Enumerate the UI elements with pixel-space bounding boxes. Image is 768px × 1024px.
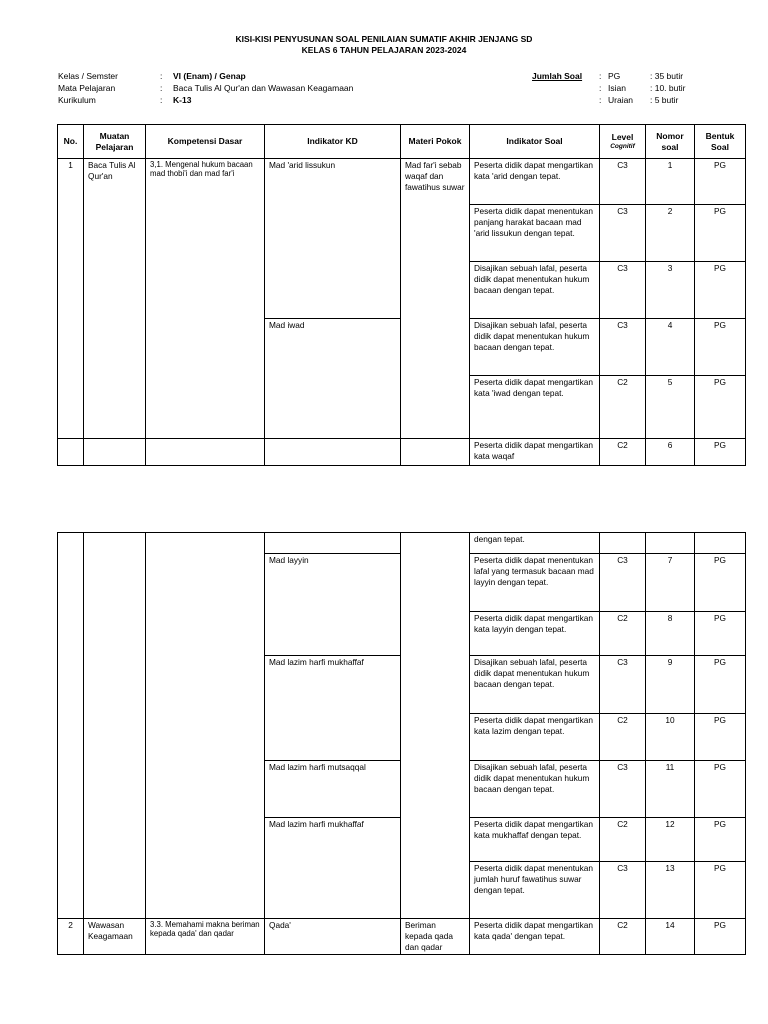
indikator-kd-cell: Mad 'arid lissukun [265, 159, 401, 319]
indikator-soal-cell: Disajikan sebuah lafal, peserta didik dapat menentukan hukum bacaan dengan tepat. [470, 656, 600, 714]
bentuk-cell: PG [695, 612, 746, 656]
pg-label: PG [608, 71, 621, 81]
nomor-cell: 9 [646, 656, 695, 714]
col-no: No. [58, 125, 84, 159]
meta-values [173, 70, 353, 106]
indikator-kd-cell: Mad lazim harfi mutsaqqal [265, 761, 401, 818]
indikator-soal-cell: Peserta didik dapat mengartikan kata lazim dengan tepat. [470, 714, 600, 761]
nomor-cell: 13 [646, 862, 695, 919]
bentuk-cell: PG [695, 319, 746, 376]
empty-cell [84, 533, 146, 919]
level-cell: C3 [600, 862, 646, 919]
mapel-label: Mata Pelajaran [58, 83, 116, 93]
colon: : [160, 95, 163, 105]
level-cell: C3 [600, 656, 646, 714]
nomor-cell: 3 [646, 262, 695, 319]
empty-cell [695, 533, 746, 554]
indikator-soal-cell: Peserta didik dapat mengartikan kata layyin dengan tepat. [470, 612, 600, 656]
meta-colons [160, 70, 162, 106]
col-materi: Materi Pokok [401, 125, 470, 159]
level-cell: C3 [600, 262, 646, 319]
kelas-label: Kelas / Semster [58, 71, 118, 81]
level-cell: C3 [600, 761, 646, 818]
col-indikator-kd: Indikator KD [265, 125, 401, 159]
level-cell: C2 [600, 919, 646, 955]
nomor-cell: 6 [646, 439, 695, 466]
table-row [58, 533, 746, 554]
level-cell: C2 [600, 714, 646, 761]
bentuk-cell: PG [695, 818, 746, 862]
bentuk-cell: PG [695, 714, 746, 761]
indikator-kd-cell: Mad iwad [265, 319, 401, 439]
bentuk-cell: PG [695, 761, 746, 818]
muatan-cell: Baca Tulis Al Qur'an [84, 159, 146, 439]
document-subtitle: KELAS 6 TAHUN PELAJARAN 2023-2024 [301, 45, 467, 55]
nomor-cell: 2 [646, 205, 695, 262]
level-cell: C3 [600, 159, 646, 205]
level-cell: C2 [600, 439, 646, 466]
kisi-kisi-table-page1 [57, 124, 746, 466]
level-cell: C3 [600, 205, 646, 262]
nomor-cell: 10 [646, 714, 695, 761]
nomor-cell: 7 [646, 554, 695, 612]
empty-cell [401, 533, 470, 919]
uraian-label: Uraian [608, 95, 634, 105]
table-header-row [58, 125, 746, 159]
jumlah-types [608, 70, 633, 106]
row-number: 2 [58, 919, 84, 955]
empty-cell [58, 439, 84, 466]
empty-cell [146, 439, 265, 466]
bentuk-cell: PG [695, 205, 746, 262]
col-indikator-soal: Indikator Soal [470, 125, 600, 159]
bentuk-cell: PG [695, 159, 746, 205]
table-row [58, 439, 746, 466]
indikator-soal-continuation: dengan tepat. [470, 533, 600, 554]
nomor-cell: 1 [646, 159, 695, 205]
nomor-cell: 4 [646, 319, 695, 376]
indikator-soal-cell: Peserta didik dapat mengartikan kata qada' dengan tepat. [470, 919, 600, 955]
level-sublabel: Cognitif [610, 143, 635, 150]
row-number: 1 [58, 159, 84, 439]
empty-cell [646, 533, 695, 554]
nomor-cell: 12 [646, 818, 695, 862]
materi-cell: Beriman kepada qada dan qadar [401, 919, 470, 955]
kisi-kisi-table-page2 [57, 532, 746, 955]
kurikulum-label: Kurikulum [58, 95, 96, 105]
empty-cell [600, 533, 646, 554]
pg-value: : 35 butir [650, 71, 684, 81]
nomor-cell: 14 [646, 919, 695, 955]
indikator-soal-cell: Peserta didik dapat menentukan jumlah huruf fawatihus suwar dengan tepat. [470, 862, 600, 919]
bentuk-cell: PG [695, 862, 746, 919]
table-row [58, 159, 746, 205]
jumlah-colons: : : : [599, 71, 602, 105]
empty-cell [265, 439, 401, 466]
bentuk-cell: PG [695, 554, 746, 612]
bentuk-cell: PG [695, 919, 746, 955]
indikator-soal-cell: Peserta didik dapat mengartikan kata 'arid dengan tepat. [470, 159, 600, 205]
level-cell: C2 [600, 818, 646, 862]
col-level: Level Cognitif [600, 125, 646, 159]
col-nomor: Nomor soal [646, 125, 695, 159]
col-bentuk: Bentuk Soal [695, 125, 746, 159]
mapel-value: Baca Tulis Al Qur'an dan Wawasan Keagamaan [173, 83, 354, 93]
bentuk-cell: PG [695, 376, 746, 439]
colon: : [160, 71, 163, 81]
indikator-kd-cell: Mad layyin [265, 554, 401, 656]
kd-cell: 3.3. Memahami makna beriman kepada qada' dan qadar [146, 919, 265, 955]
muatan-cell: Wawasan Keagamaan [84, 919, 146, 955]
empty-cell [146, 533, 265, 919]
nomor-cell: 11 [646, 761, 695, 818]
isian-label: Isian [608, 83, 626, 93]
kd-cell: 3,1. Mengenal hukum bacaan mad thobi'i dan mad far'i [146, 159, 265, 439]
indikator-soal-cell: Disajikan sebuah lafal, peserta didik dapat menentukan hukum bacaan dengan tepat. [470, 761, 600, 818]
colon: : [160, 83, 163, 93]
empty-cell [58, 533, 84, 919]
level-cell: C3 [600, 319, 646, 376]
level-cell: C2 [600, 612, 646, 656]
jumlah-soal-label: Jumlah Soal [532, 71, 583, 81]
bentuk-cell: PG [695, 439, 746, 466]
indikator-kd-cell: Mad lazim harfi mukhaffaf [265, 818, 401, 919]
empty-cell [401, 439, 470, 466]
indikator-kd-cell: Qada' [265, 919, 401, 955]
materi-cell: Mad far'i sebab waqaf dan fawatihus suwar [401, 159, 470, 439]
isian-value: : 10. butir [650, 83, 686, 93]
col-kd: Kompetensi Dasar [146, 125, 265, 159]
indikator-soal-cell: Peserta didik dapat mengartikan kata waqaf [470, 439, 600, 466]
kelas-value: VI (Enam) / Genap [173, 71, 246, 81]
bentuk-cell: PG [695, 262, 746, 319]
empty-cell [265, 533, 401, 554]
document-title: KISI-KISI PENYUSUNAN SOAL PENILAIAN SUMATIF AKHIR JENJANG SD [235, 34, 533, 44]
bentuk-cell: PG [695, 656, 746, 714]
empty-cell [84, 439, 146, 466]
level-cell: C2 [600, 376, 646, 439]
indikator-soal-cell: Peserta didik dapat mengartikan kata mukhaffaf dengan tepat. [470, 818, 600, 862]
table-row [58, 919, 746, 955]
uraian-value: : 5 butir [650, 95, 679, 105]
nomor-cell: 5 [646, 376, 695, 439]
nomor-cell: 8 [646, 612, 695, 656]
indikator-soal-cell: Peserta didik dapat mengartikan kata 'iwad dengan tepat. [470, 376, 600, 439]
indikator-kd-cell: Mad lazim harfi mukhaffaf [265, 656, 401, 761]
indikator-soal-cell: Disajikan sebuah lafal, peserta didik dapat menentukan hukum bacaan dengan tepat. [470, 319, 600, 376]
indikator-soal-cell: Peserta didik dapat menentukan panjang harakat bacaan mad 'arid lissukun dengan tepat. [470, 205, 600, 262]
indikator-soal-cell: Peserta didik dapat menentukan lafal yang termasuk bacaan mad layyin dengan tepat. [470, 554, 600, 612]
indikator-soal-cell: Disajikan sebuah lafal, peserta didik dapat menentukan hukum bacaan dengan tepat. [470, 262, 600, 319]
jumlah-values [650, 70, 685, 106]
kurikulum-value: K-13 [173, 95, 192, 105]
col-muatan: Muatan Pelajaran [84, 125, 146, 159]
level-cell: C3 [600, 554, 646, 612]
